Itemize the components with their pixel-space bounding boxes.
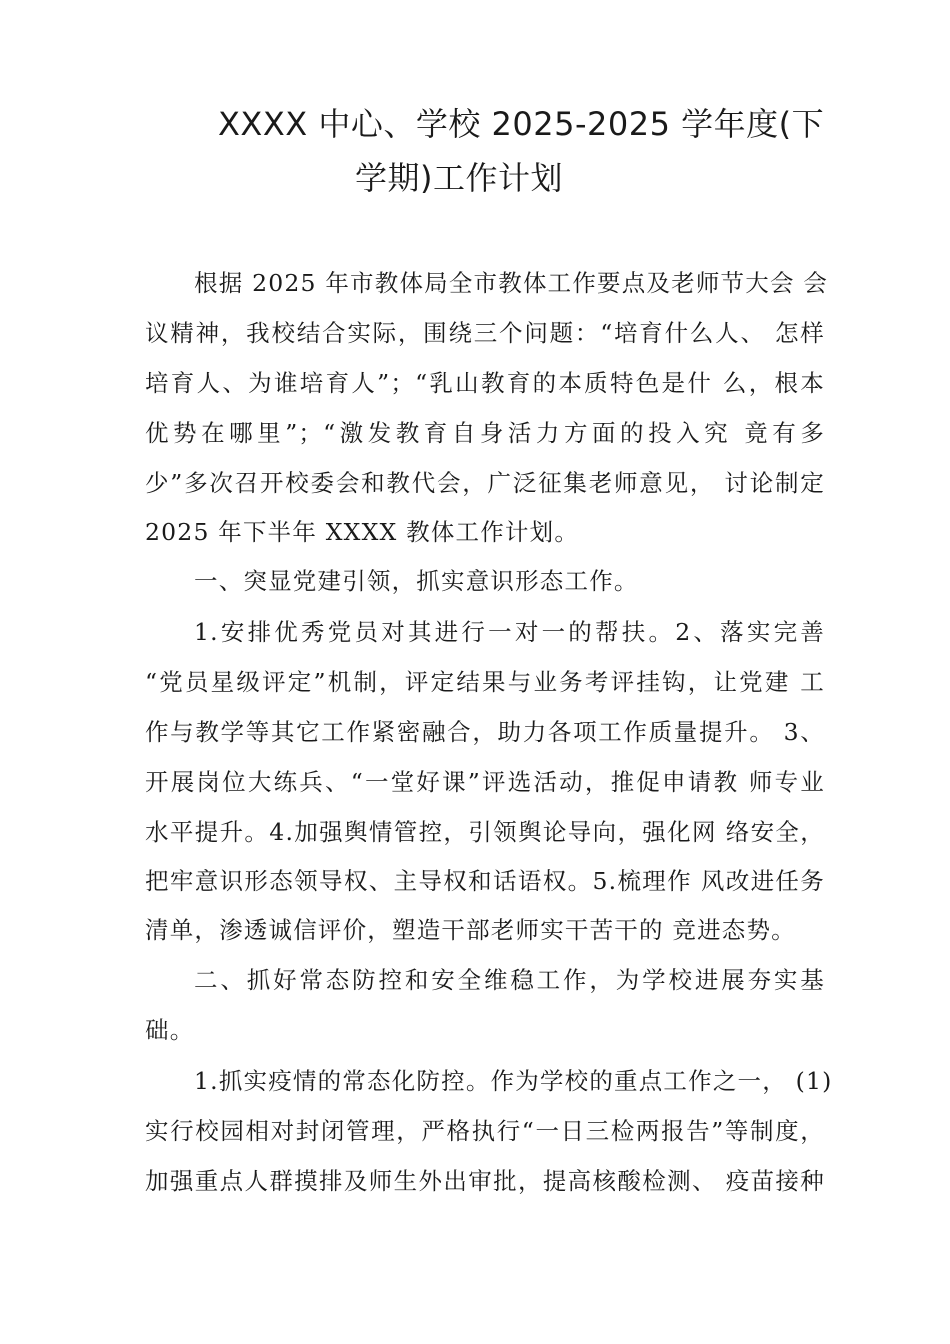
paragraph-line-14: 1.抓实疫情的常态化防控。作为学校的重点工作之一， (1) bbox=[194, 1067, 833, 1095]
document-title-line-1: XXXX 中心、学校 2025-2025 学年度(下 bbox=[218, 105, 825, 143]
paragraph-line-16: 加强重点人群摸排及师生外出审批，提高核酸检测、 疫苗接种 bbox=[145, 1167, 825, 1195]
paragraph-line-6: 2025 年下半年 XXXX 教体工作计划。 bbox=[145, 518, 580, 546]
paragraph-line-4: 优势在哪里”；“激发教育自身活力方面的投入究 竟有多 bbox=[145, 419, 825, 447]
section-heading-2: 二、抓好常态防控和安全维稳工作，为学校进展夯实基 bbox=[194, 966, 825, 994]
section-heading-2-continued: 础。 bbox=[145, 1016, 195, 1044]
paragraph-line-5: 少”多次召开校委会和教代会，广泛征集老师意见， 讨论制定 bbox=[145, 469, 825, 497]
paragraph-line-2: 议精神，我校结合实际，围绕三个问题：“培育什么人、 怎样 bbox=[145, 319, 825, 347]
document-title-line-2: 学期)工作计划 bbox=[355, 159, 563, 197]
paragraph-line-11: 水平提升。4.加强舆情管控，引领舆论导向，强化网 络安全， bbox=[145, 818, 825, 846]
paragraph-line-12: 把牢意识形态领导权、主导权和话语权。5.梳理作 风改进任务 bbox=[145, 867, 825, 895]
paragraph-line-3: 培育人、为谁培育人”；“乳山教育的本质特色是什 么，根本 bbox=[145, 369, 825, 397]
paragraph-line-1: 根据 2025 年市教体局全市教体工作要点及老师节大会 会 bbox=[194, 269, 829, 297]
paragraph-line-13: 清单，渗透诚信评价，塑造干部老师实干苦干的 竞进态势。 bbox=[145, 916, 796, 944]
paragraph-line-15: 实行校园相对封闭管理，严格执行“一日三检两报告”等制度， bbox=[145, 1117, 825, 1145]
paragraph-line-9: 作与教学等其它工作紧密融合，助力各项工作质量提升。 3、 bbox=[145, 718, 825, 746]
section-heading-1: 一、突显党建引领，抓实意识形态工作。 bbox=[194, 567, 639, 595]
paragraph-line-10: 开展岗位大练兵、“一堂好课”评选活动，推促申请教 师专业 bbox=[145, 768, 825, 796]
paragraph-line-7: 1.安排优秀党员对其进行一对一的帮扶。2、落实完善 bbox=[194, 618, 825, 646]
paragraph-line-8: “党员星级评定”机制，评定结果与业务考评挂钩，让党建 工 bbox=[145, 668, 825, 696]
